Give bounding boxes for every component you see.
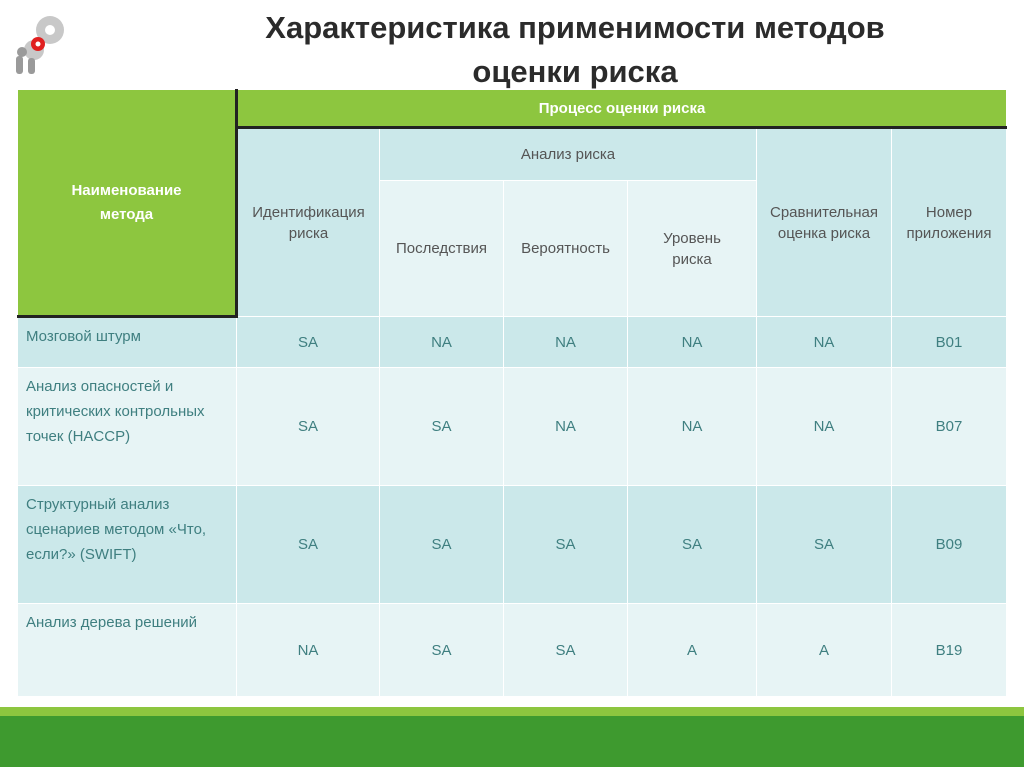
comparison-cell: SA	[757, 486, 892, 604]
method-name-cell: Анализ опасностей и критических контрольных точек (HACCP)	[18, 368, 237, 486]
table-row	[18, 368, 1007, 486]
table-row	[18, 317, 1007, 368]
header-method-name: Наименование метода	[18, 90, 237, 317]
identification-cell: SA	[237, 368, 380, 486]
table-row	[18, 486, 1007, 604]
footer-bar-light	[0, 707, 1024, 716]
comparison-cell: A	[757, 604, 892, 697]
risk-level-cell: A	[628, 604, 757, 697]
footer-bar-dark	[0, 716, 1024, 767]
identification-cell: SA	[237, 486, 380, 604]
consequences-cell: SA	[380, 368, 504, 486]
comparison-cell: NA	[757, 317, 892, 368]
risk-methods-table	[17, 89, 1007, 697]
consequences-cell: NA	[380, 317, 504, 368]
appendix-cell: B01	[892, 317, 1007, 368]
identification-cell: SA	[237, 317, 380, 368]
risk-level-cell: NA	[628, 368, 757, 486]
table-row	[18, 604, 1007, 697]
header-probability: Вероятность	[504, 181, 628, 317]
header-risk-process: Процесс оценки риска	[237, 90, 1007, 128]
appendix-cell: B09	[892, 486, 1007, 604]
comparison-cell: NA	[757, 368, 892, 486]
consequences-cell: SA	[380, 486, 504, 604]
appendix-cell: B19	[892, 604, 1007, 697]
risk-level-cell: SA	[628, 486, 757, 604]
probability-cell: NA	[504, 368, 628, 486]
header-appendix: Номер приложения	[892, 128, 1007, 317]
method-name-cell: Мозговой штурм	[18, 317, 237, 368]
probability-cell: SA	[504, 604, 628, 697]
page-title	[160, 6, 990, 94]
header-comparison: Сравнительная оценка риска	[757, 128, 892, 317]
appendix-cell: B07	[892, 368, 1007, 486]
gear-logo-icon	[6, 8, 78, 80]
method-name-cell: Анализ дерева решений	[18, 604, 237, 697]
title-line-2: оценки риска	[472, 54, 678, 89]
title-line-1: Характеристика применимости методов	[265, 10, 885, 45]
header-risk-analysis: Анализ риска	[380, 128, 757, 181]
probability-cell: SA	[504, 486, 628, 604]
header-identification: Идентификация риска	[237, 128, 380, 317]
probability-cell: NA	[504, 317, 628, 368]
header-consequences: Последствия	[380, 181, 504, 317]
method-name-cell: Структурный анализ сценариев методом «Что, если?» (SWIFT)	[18, 486, 237, 604]
risk-level-cell: NA	[628, 317, 757, 368]
consequences-cell: SA	[380, 604, 504, 697]
header-risk-level: Уровень риска	[628, 181, 757, 317]
identification-cell: NA	[237, 604, 380, 697]
